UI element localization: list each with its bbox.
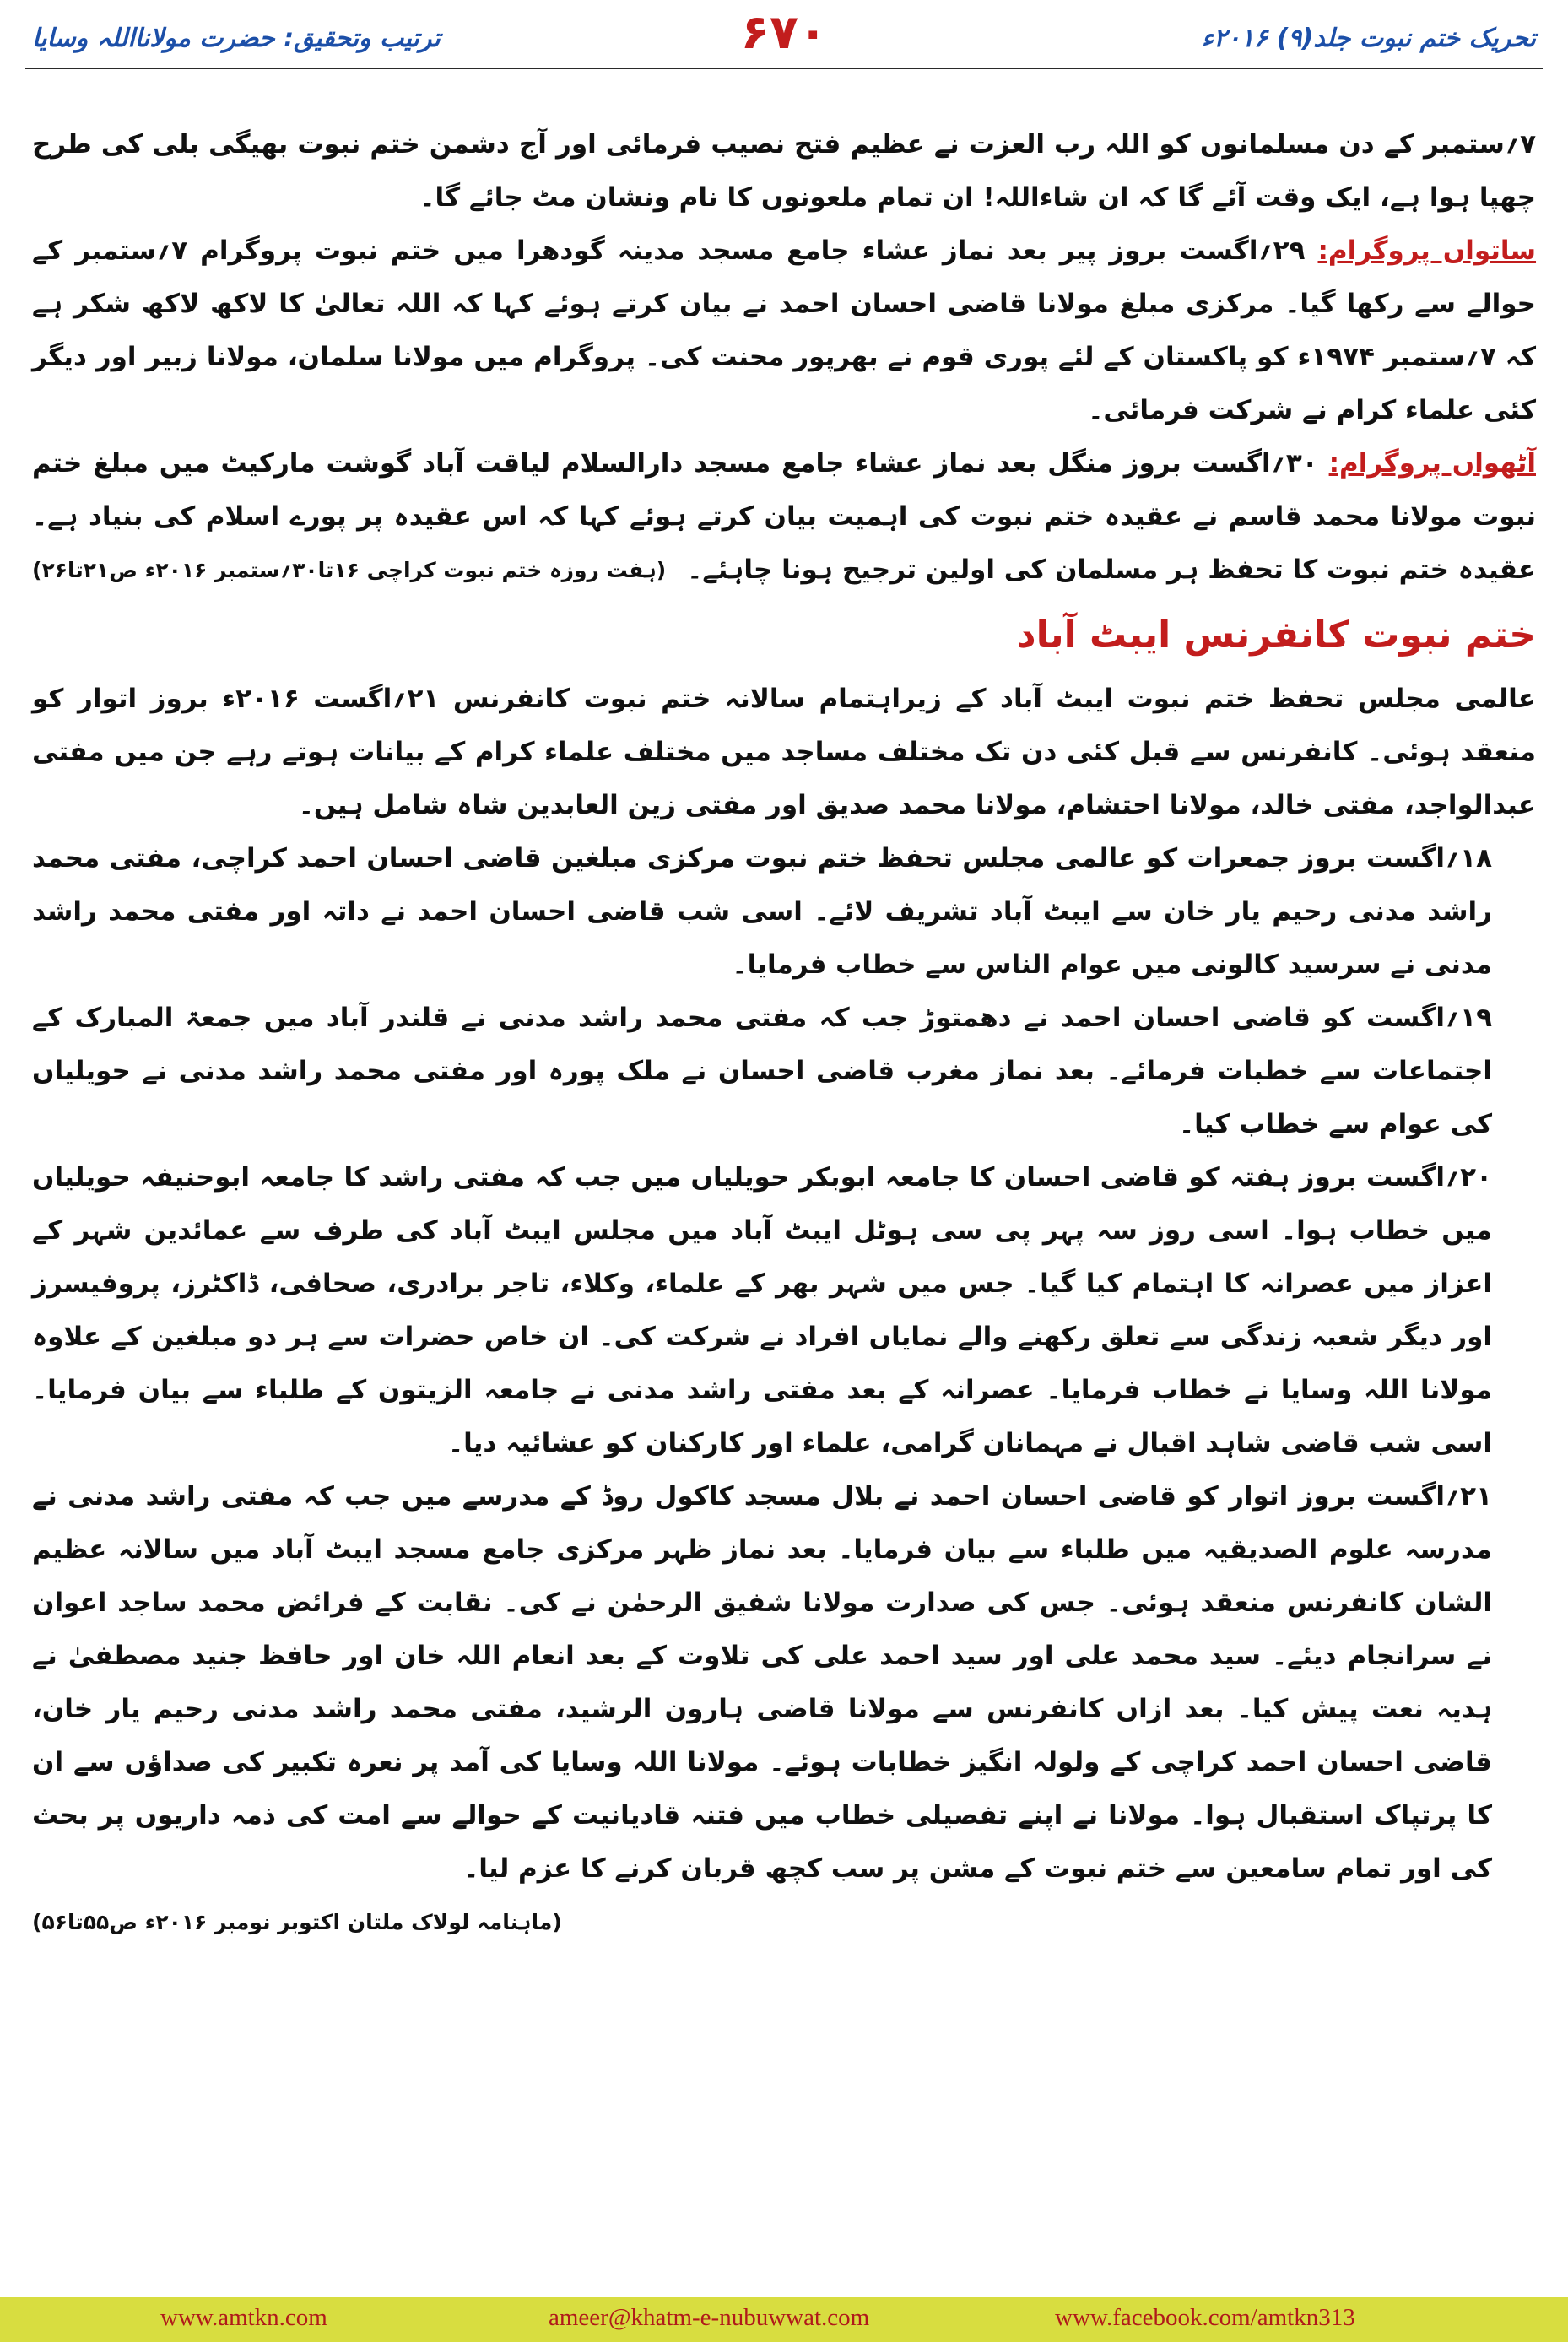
paragraph-program-7	[32, 224, 1536, 437]
program-8-label: آٹھواں پروگرام:	[1328, 448, 1536, 479]
paragraph-aug-20: ۲۰؍اگست بروز ہفتہ کو قاضی احسان کا جامعہ ابوبکر حویلیاں میں جب کہ مفتی راشد کا جامعہ ابوحنیفہ حویلیاں میں خطاب ہوا۔ اسی روز سہ پہر پی سی ہوٹل ایبٹ آباد میں مجلس ایبٹ آباد کی طرف سے عمائدین شہر کے اعزاز میں عصرانہ کا اہتمام کیا گیا۔ جس میں شہر بھر کے علماء، وکلاء، تاجر برادری، صحافی، ڈاکٹرز، پروفیسرز اور دیگر شعبہ زندگی سے تعلق رکھنے والے نمایاں افراد نے شرکت کی۔ ان خاص حضرات سے ہر دو مبلغین کے علاوہ مولانا اللہ وسایا نے خطاب فرمایا۔ عصرانہ کے بعد مفتی راشد مدنی نے جامعہ الزیتون کے طلباء سے بیان فرمایا۔ اسی شب قاضی شاہد اقبال نے مہمانان گرامی، علماء اور کارکنان کو عشائیہ دیا۔	[32, 1162, 1492, 1458]
email-link[interactable]: ameer@khatm-e-nubuwwat.com	[549, 2304, 870, 2331]
page-header	[0, 0, 1568, 69]
header-divider	[25, 68, 1543, 69]
program-7-text: ۲۹؍اگست بروز پیر بعد نماز عشاء جامع مسجد مدینہ گودھرا میں ختم نبوت پروگرام ۷؍ستمبر کے حوالے سے رکھا گیا۔ مرکزی مبلغ مولانا قاضی احسان احمد نے بیان کرتے ہوئے کہا کہ اللہ تعالیٰ کا لاکھ لاکھ شکر ہے کہ ۷؍ستمبر ۱۹۷۴ء کو پاکستان کے لئے پوری قوم نے بھرپور محنت کی۔ پروگرام میں مولانا سلمان، مولانا زبیر اور دیگر کئی علماء کرام نے شرکت فرمائی۔	[32, 235, 1537, 425]
paragraph-program-8	[32, 437, 1536, 597]
paragraph-conference: عالمی مجلس تحفظ ختم نبوت ایبٹ آباد کے زیراہتمام سالانہ ختم نبوت کانفرنس ۲۱؍اگست ۲۰۱۶ء بروز اتوار کو منعقد ہوئی۔ کانفرنس سے قبل کئی دن تک مختلف مساجد میں مختلف علماء کرام کے بیانات ہوتے رہے جن میں مفتی عبدالواجد، مفتی خالد، مولانا احتشام، مولانا محمد صدیق اور مفتی زین العابدین شاہ شامل ہیں۔	[32, 684, 1536, 820]
citation-2: (ماہنامہ لولاک ملتان اکتوبر نومبر ۲۰۱۶ء ص۵۵تا۵۶)	[32, 1910, 562, 1934]
paragraph-aug-18: ۱۸؍اگست بروز جمعرات کو عالمی مجلس تحفظ ختم نبوت مرکزی مبلغین قاضی احسان احمد کراچی، مفتی محمد راشد مدنی رحیم یار خان سے ایبٹ آباد تشریف لائے۔ اسی شب قاضی احسان احمد نے داتہ اور مفتی محمد راشد مدنی نے سرسید کالونی میں عوام الناس سے خطاب فرمایا۔	[32, 843, 1492, 980]
book-title: تحریک ختم نبوت جلد(۹) ۲۰۱۶ء	[1201, 24, 1536, 53]
program-8-text: ۳۰؍اگست بروز منگل بعد نماز عشاء جامع مسجد دارالسلام لیاقت آباد گوشت مارکیٹ میں مبلغ ختم نبوت مولانا محمد قاسم نے عقیدہ ختم نبوت کی اہمیت بیان کرتے ہوئے کہا کہ اس عقیدہ پر پورے اسلام کی بنیاد ہے۔ عقیدہ ختم نبوت کا تحفظ ہر مسلمان کی اولین ترجیح ہونا چاہئے۔	[32, 448, 1536, 585]
facebook-link[interactable]: www.facebook.com/amtkn313	[1055, 2304, 1355, 2331]
website-link[interactable]: www.amtkn.com	[160, 2304, 327, 2331]
paragraph-intro: ۷؍ستمبر کے دن مسلمانوں کو اللہ رب العزت نے عظیم فتح نصیب فرمائی اور آج دشمن ختم نبوت بھیگی بلی کی طرح چھپا ہوا ہے، ایک وقت آئے گا کہ ان شاءاللہ! ان تمام ملعونوں کا نام ونشان مٹ جائے گا۔	[32, 129, 1536, 213]
program-7-label: ساتواں پروگرام:	[1317, 235, 1537, 266]
compiler-credit: ترتیب وتحقیق: حضرت مولانااللہ وسایا	[32, 24, 441, 53]
page-number: ۶۷۰	[740, 5, 828, 60]
citation-1: (ہفت روزہ ختم نبوت کراچی ۱۶تا۳۰؍ستمبر ۲۰۱۶ء ص۲۱تا۲۶)	[32, 558, 667, 582]
page-footer	[0, 2297, 1568, 2342]
paragraph-aug-21	[32, 1470, 1536, 1934]
paragraph-aug-19: ۱۹؍اگست کو قاضی احسان احمد نے دھمتوڑ جب کہ مفتی محمد راشد مدنی نے قلندر آباد میں جمعۃ المبارک کے اجتماعات سے خطبات فرمائے۔ بعد نماز مغرب قاضی احسان نے ملک پورہ اور مفتی محمد راشد مدنی نے حویلیاں کی عوام سے خطاب کیا۔	[32, 1003, 1492, 1139]
aug-21-text: ۲۱؍اگست بروز اتوار کو قاضی احسان احمد نے بلال مسجد کاکول روڈ کے مدرسے میں جب کہ مفتی راشد مدنی نے مدرسہ علوم الصدیقیہ میں طلباء سے بیان فرمایا۔ بعد نماز ظہر مرکزی جامع مسجد ایبٹ آباد میں سالانہ عظیم الشان کانفرنس منعقد ہوئی۔ جس کی صدارت مولانا شفیق الرحمٰن نے کی۔ نقابت کے فرائض محمد ساجد اعوان نے سرانجام دیئے۔ سید محمد علی اور سید احمد علی کی تلاوت کے بعد انعام اللہ خان اور حافظ جنید مصطفیٰ نے ہدیہ نعت پیش کیا۔ بعد ازاں کانفرنس سے مولانا قاضی ہارون الرشید، مفتی محمد راشد مدنی رحیم یار خان، قاضی احسان احمد کراچی کے ولولہ انگیز خطابات ہوئے۔ مولانا اللہ وسایا کی آمد پر نعرہ تکبیر کی صداؤں سے ان کا پرتپاک استقبال ہوا۔ مولانا نے اپنے تفصیلی خطاب میں فتنہ قادیانیت کے حوالے سے امت کی ذمہ داریوں پر بحث کی اور تمام سامعین سے ختم نبوت کے مشن پر سب کچھ قربان کرنے کا عزم لیا۔	[32, 1481, 1492, 1884]
page-body	[32, 118, 1536, 1949]
section-heading: ختم نبوت کانفرنس ایبٹ آباد	[1017, 614, 1536, 657]
